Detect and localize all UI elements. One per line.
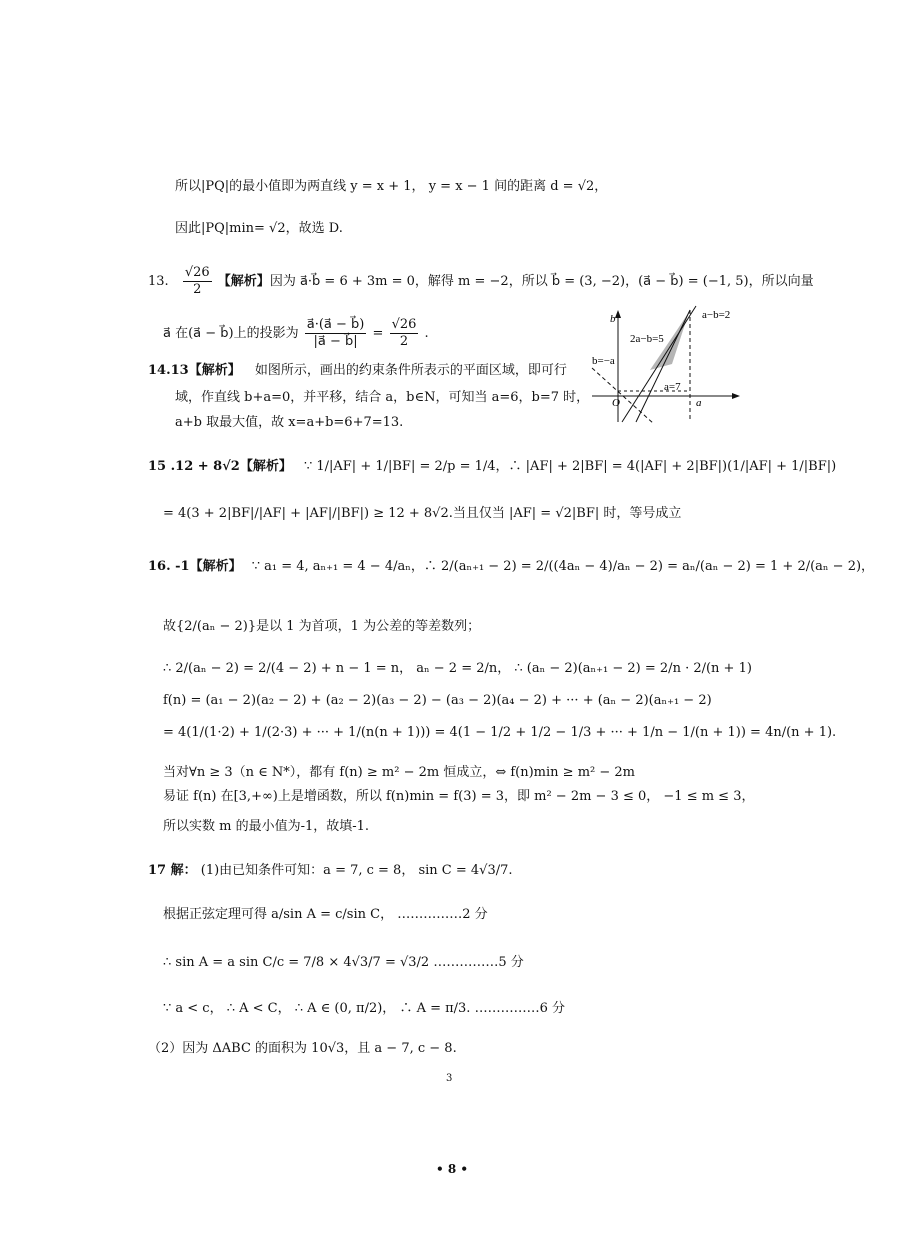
problem-17-line-2: 根据正弦定理可得 a/sin A = c/sin C， ……………2 分 [163,907,488,922]
problem-16-line-1 [148,558,874,576]
problem-13-projection-text: a⃗ 在(a⃗ − b⃗)上的投影为 [163,326,299,341]
problem-17-line-4: ∵ a < c， ∴ A < C， ∴ A ∈ (0, π/2)， ∴ A = π/3. ……………6 分 [163,1001,565,1016]
problem-16-head: 16. -1【解析】 [148,559,242,574]
problem-15-line-1 [148,458,836,476]
axis-b-arrow [615,310,621,318]
label-origin: O [612,397,620,409]
problem-16-line-2: 故{2/(aₙ − 2)}是以 1 为首项，1 为公差的等差数列； [163,619,481,634]
problem-16-line-5: = 4(1/(1·2) + 1/(2·3) + ··· + 1/(n(n + 1))) = 4(1 − 1/2 + 1/2 − 1/3 + ··· + 1/n − 1/(n + 1)) = 4n/(n + 1). [163,725,837,740]
problem-17-line-1 [148,862,513,880]
problem-13-answer-numerator: √26 [184,265,210,280]
text-line-pq-distance: 所以|PQ|的最小值即为两直线 y = x + 1， y = x − 1 间的距离 d = √2， [175,179,608,194]
problem-13-period: . [424,326,429,341]
problem-16-line-6: 当对∀n ≥ 3（n ∈ N*），都有 f(n) ≥ m² − 2m 恒成立，⇔ f(n)min ≥ m² − 2m [163,765,635,780]
problem-14-line-2: 域，作直线 b+a=0，并平移，结合 a，b∈N，可知当 a=6，b=7 时， [175,390,590,405]
problem-17-line-3: ∴ sin A = a sin C/c = 7/8 × 4√3/7 = √3/2 ……………5 分 [163,955,524,970]
problem-13-equals: = [372,326,384,341]
problem-13-projection-numerator: a⃗·(a⃗ − b⃗) [306,317,365,332]
problem-15-text-1: ∵ 1/|AF| + 1/|BF| = 2/p = 1/4，∴ |AF| + 2|BF| = 4(|AF| + 2|BF|)(1/|AF| + 1/|BF|) [303,459,837,474]
problem-16-line-3: ∴ 2/(aₙ − 2) = 2/(4 − 2) + n − 1 = n， aₙ − 2 = 2/n， ∴ (aₙ − 2)(aₙ₊₁ − 2) = 2/n · 2/(n + 1) [163,661,752,676]
problem-13-projection-fraction [305,317,367,350]
problem-14-head: 14.13【解析】 [148,363,241,378]
page-footer: • 8 • [436,1162,469,1176]
problem-16-text-1: ∵ a₁ = 4, aₙ₊₁ = 4 − 4/aₙ，∴ 2/(aₙ₊₁ − 2) = 2/((4aₙ − 4)/aₙ − 2) = aₙ/(aₙ − 2) = 1 + 2/(aₙ − 2)， [251,559,875,574]
problem-13-analysis-tag: 【解析】 [217,274,270,289]
problem-15-head: 15 .12 + 8√2【解析】 [148,459,292,474]
problem-14-line-1 [148,362,567,380]
page-number: 3 [446,1073,453,1084]
problem-13-result-numerator: √26 [391,317,417,332]
label-axis-b: b [610,313,616,325]
problem-13-result-denominator: 2 [399,334,409,349]
problem-14-line-3: a+b 取最大值，故 x=a+b=6+7=13. [175,415,404,430]
label-2a-minus-b-5: 2a−b=5 [630,333,664,345]
problem-15-line-2: = 4(3 + 2|BF|/|AF| + |AF|/|BF|) ≥ 12 + 8√2.当且仅当 |AF| = √2|BF| 时，等号成立 [163,506,682,521]
problem-17-text-1: (1)由已知条件可知：a = 7, c = 8， sin C = 4√3/7. [200,863,513,878]
problem-13-number: 13. [148,274,169,289]
axis-a-arrow [732,393,740,399]
problem-17-line-5: （2）因为 ΔABC 的面积为 10√3，且 a − 7, c − 8. [148,1041,457,1056]
problem-13-row [148,264,814,300]
line-a-minus-b-2 [622,306,696,422]
problem-14-text-1: 如图所示，画出的约束条件所表示的平面区域，即可行 [254,363,567,378]
text-line-pq-min: 因此|PQ|min= √2，故选 D. [175,221,343,236]
problem-16-line-8: 所以实数 m 的最小值为-1，故填-1. [163,819,370,834]
problem-13-answer-fraction [183,265,212,298]
label-a-minus-b-2: a−b=2 [702,309,731,321]
label-a-equals-7: a=7 [664,381,681,393]
problem-13-answer-denominator: 2 [193,282,202,297]
problem-13-result-fraction [390,317,419,350]
problem-13-solution-text: 因为 a⃗·b⃗ = 6 + 3m = 0，解得 m = −2，所以 b⃗ = (3, −2)，(a⃗ − b⃗) = (−1, 5)，所以向量 [269,274,814,289]
problem-17-head: 17 解： [148,863,197,878]
problem-16-line-7: 易证 f(n) 在[3,+∞)上是增函数，所以 f(n)min = f(3) = 3，即 m² − 2m − 3 ≤ 0， −1 ≤ m ≤ 3， [163,789,755,804]
line-2a-minus-b-5 [636,310,690,422]
feasible-region-figure [586,304,746,426]
label-b-equals-neg-a: b=−a [592,355,615,367]
problem-13-projection-row [163,314,429,354]
label-axis-a: a [696,397,702,409]
problem-16-line-4: f(n) = (a₁ − 2)(a₂ − 2) + (a₂ − 2)(a₃ − 2) − (a₃ − 2)(a₄ − 2) + ··· + (aₙ − 2)(aₙ₊₁ − 2) [163,693,712,708]
problem-13-projection-denominator: |a⃗ − b⃗| [313,334,358,349]
